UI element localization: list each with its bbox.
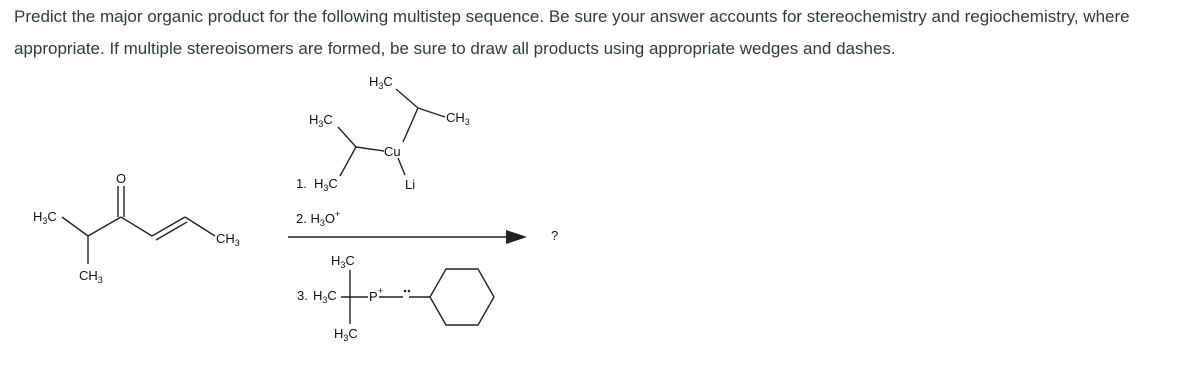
reaction-arrow bbox=[288, 230, 527, 244]
r3-lone-pair-dot-2 bbox=[408, 290, 411, 293]
product-placeholder: ? bbox=[551, 228, 559, 243]
r3-step-number: 3. bbox=[297, 288, 308, 303]
sm-h3c-left-label: $H_3C$ bbox=[33, 209, 57, 226]
r1-step-number: 1. bbox=[296, 176, 307, 191]
r1-h3c-top-label: $H_3C$ bbox=[369, 74, 393, 91]
reagent-2-acid bbox=[296, 209, 340, 228]
r1-h3c-lower-label: $H_3C$ bbox=[314, 176, 338, 193]
r1-bond-top-methyl bbox=[396, 89, 418, 108]
r1-copper-label: Cu bbox=[384, 144, 401, 159]
r3-charge-label: + bbox=[378, 286, 384, 296]
cyclohexane-ring bbox=[430, 269, 494, 325]
r1-bond-cu-li bbox=[398, 158, 405, 175]
r3-h3c-left-label: $H_3C$ bbox=[313, 288, 337, 305]
sm-oxygen-label: O bbox=[116, 171, 127, 186]
r3-phosphorus-label: P bbox=[369, 289, 378, 304]
reagent-3-ylide bbox=[297, 253, 494, 343]
sm-bond-methyl-ch bbox=[62, 217, 88, 236]
r1-bond-c-cu bbox=[403, 108, 418, 142]
starting-material bbox=[33, 171, 240, 285]
r1-bond-lower-methyl bbox=[340, 147, 356, 176]
r1-bond-right-methyl bbox=[418, 108, 445, 117]
sm-bond-beta-methyl bbox=[185, 217, 215, 236]
r1-lithium-label: Li bbox=[405, 177, 416, 192]
sm-bond-ch-carbonyl bbox=[88, 217, 121, 236]
r3-h3c-top-label: $H_3C$ bbox=[331, 253, 355, 270]
r1-bond-upper-left-methyl bbox=[338, 127, 356, 147]
sm-ch3-bottom-label: $CH_3$ bbox=[79, 268, 103, 285]
reagent-1-cuprate bbox=[296, 74, 470, 193]
sm-ch3-right-label: $CH_3$ bbox=[216, 231, 240, 248]
r1-h3c-upper-left-label: $H_3C$ bbox=[309, 112, 333, 129]
r1-ch3-right-label: $CH_3$ bbox=[446, 110, 470, 127]
r3-lone-pair-dot-1 bbox=[404, 290, 407, 293]
r1-bond-branch-cu bbox=[356, 147, 384, 151]
r3-h3c-bottom-label: $H_3C$ bbox=[334, 326, 358, 343]
sm-bond-carbonyl-alpha bbox=[121, 217, 152, 236]
question-text: Predict the major organic product for the following multistep sequence. Be sure your answer accounts for stereochemistry and regiochemistry, where appropriate. If multiple stereoisomers are formed, be sure to draw all products using appropriate wedges and dashes. bbox=[14, 7, 1130, 58]
r2-h3o-label: 2. $H_3O^+$ bbox=[296, 209, 341, 228]
